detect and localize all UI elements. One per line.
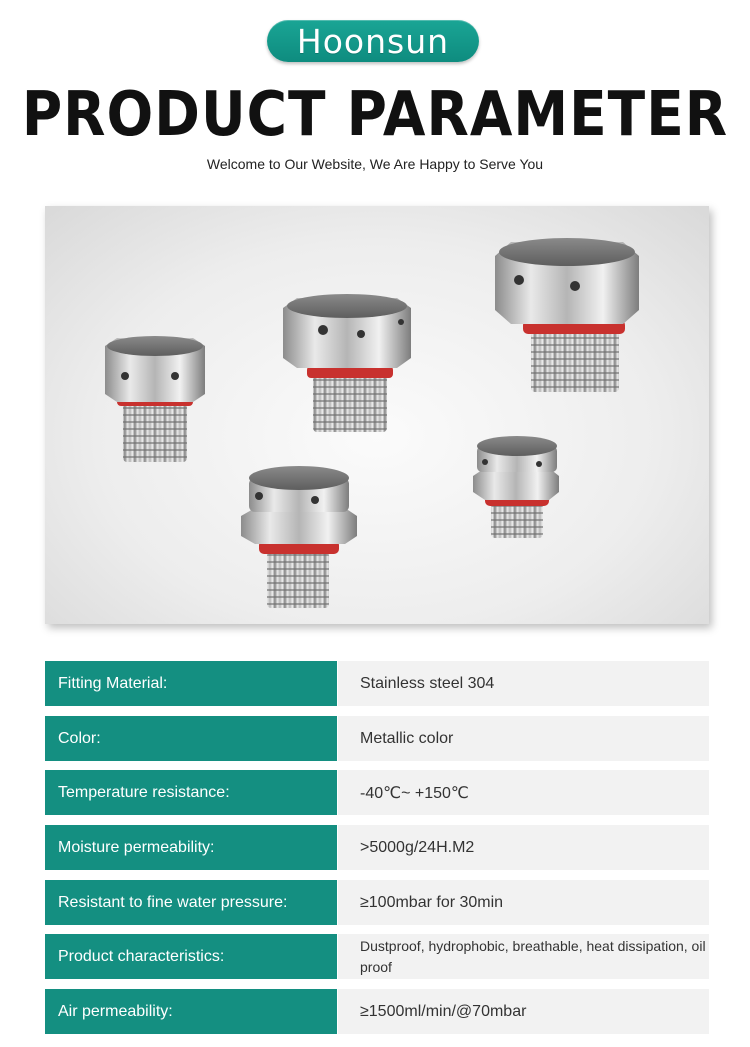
parameter-row-characteristics — [45, 934, 709, 979]
parameter-row-fitting-material — [45, 661, 709, 706]
parameter-label: Fitting Material: — [45, 661, 337, 706]
parameter-label: Product characteristics: — [45, 934, 337, 979]
parameter-value: Metallic color — [338, 716, 709, 761]
vent-plug-3 — [495, 238, 639, 392]
page-subtitle: Welcome to Our Website, We Are Happy to Serve You — [206, 156, 544, 172]
parameter-value: ≥100mbar for 30min — [338, 880, 709, 925]
vent-plug-5 — [473, 436, 559, 538]
parameter-row-water-pressure — [45, 880, 709, 925]
vent-plug-2 — [283, 294, 411, 432]
product-photo — [45, 206, 709, 624]
page-title: PRODUCT PARAMETER — [21, 78, 729, 150]
parameter-value: Stainless steel 304 — [338, 661, 709, 706]
parameter-row-color — [45, 716, 709, 761]
brand-logo-text: Hoonsun — [296, 21, 450, 61]
vent-plug-4 — [241, 466, 357, 608]
parameter-label: Temperature resistance: — [45, 770, 337, 815]
parameter-value: ≥1500ml/min/@70mbar — [338, 989, 709, 1034]
parameter-label: Air permeability: — [45, 989, 337, 1034]
parameter-label: Color: — [45, 716, 337, 761]
brand-logo — [267, 20, 479, 62]
parameter-row-temperature — [45, 770, 709, 815]
parameter-label: Resistant to fine water pressure: — [45, 880, 337, 925]
parameter-row-moisture — [45, 825, 709, 870]
parameter-value: Dustproof, hydrophobic, breathable, heat dissipation, oil proof — [338, 934, 709, 979]
vent-plug-1 — [105, 336, 205, 462]
parameter-value: >5000g/24H.M2 — [338, 825, 709, 870]
parameter-value: -40℃~ +150℃ — [338, 770, 709, 815]
parameter-label: Moisture permeability: — [45, 825, 337, 870]
parameter-row-air-permeability — [45, 989, 709, 1034]
